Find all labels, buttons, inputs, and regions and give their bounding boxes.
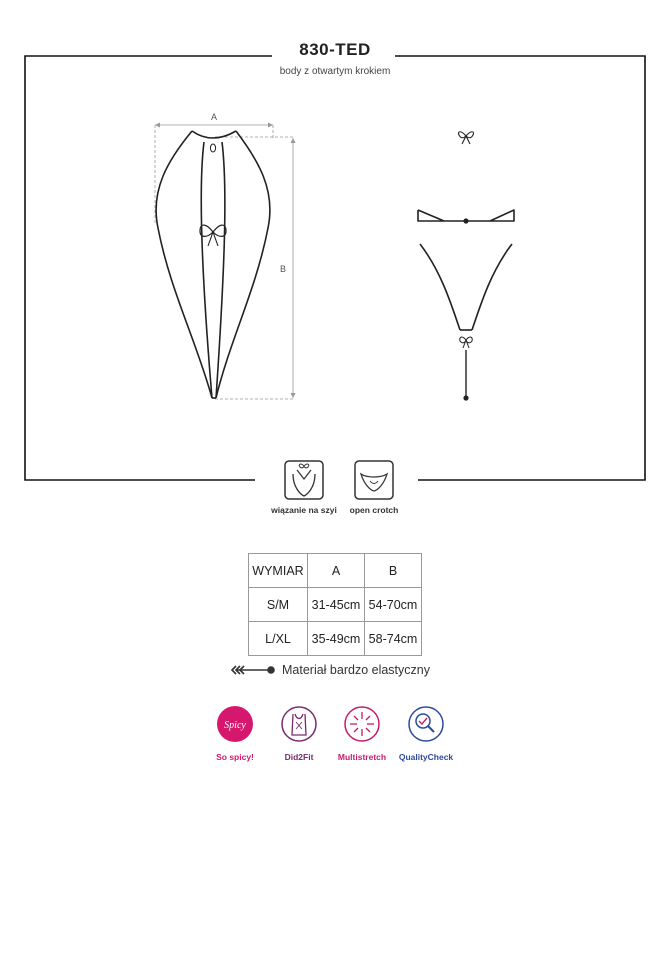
- feature-label-open-crotch: open crotch: [349, 505, 399, 515]
- table-row: [249, 588, 422, 622]
- dimension-a-label: A: [210, 112, 218, 122]
- body-back-drawing: [418, 132, 514, 400]
- table-header-cell: A: [308, 554, 365, 588]
- table-cell: S/M: [249, 588, 308, 622]
- dimension-b-label: B: [279, 264, 287, 274]
- did2fit-badge-icon: [282, 707, 316, 741]
- dimension-a-arrow-right: [268, 123, 273, 128]
- table-cell: 54-70cm: [365, 588, 422, 622]
- table-cell: 58-74cm: [365, 622, 422, 656]
- dimension-a-guide: [155, 125, 295, 399]
- double-arrow-stretch-icon: [232, 666, 274, 674]
- table-cell: 31-45cm: [308, 588, 365, 622]
- body-front-drawing: [156, 131, 270, 398]
- badge-label-qualitycheck: QualityCheck: [398, 752, 454, 762]
- table-cell: 35-49cm: [308, 622, 365, 656]
- qualitycheck-badge-icon: [409, 707, 443, 741]
- feature-label-halter: wiązanie na szyi: [271, 505, 337, 515]
- badge-label-did2fit: Did2Fit: [284, 752, 314, 762]
- dimension-b-arrow-top: [291, 138, 296, 143]
- size-table: [248, 553, 422, 656]
- table-row: [249, 622, 422, 656]
- dimension-b-arrow-bottom: [291, 393, 296, 398]
- svg-text:Spicy: Spicy: [224, 720, 246, 731]
- badge-label-spicy: So spicy!: [216, 752, 254, 762]
- table-header-cell: B: [365, 554, 422, 588]
- product-subtitle: body z otwartym krokiem: [279, 66, 391, 77]
- outer-frame: [25, 56, 645, 480]
- dimension-a-arrow-left: [155, 123, 160, 128]
- spicy-badge-icon: [217, 706, 253, 742]
- material-stretch-text: Materiał bardzo elastyczny: [282, 663, 430, 677]
- multistretch-badge-icon: [345, 707, 379, 741]
- table-header-cell: WYMIAR: [249, 554, 308, 588]
- halter-neck-icon: [285, 461, 323, 499]
- table-cell: L/XL: [249, 622, 308, 656]
- badge-label-multistretch: Multistretch: [337, 752, 387, 762]
- table-header-row: [249, 554, 422, 588]
- product-title: 830-TED: [299, 40, 371, 59]
- open-crotch-icon: [355, 461, 393, 499]
